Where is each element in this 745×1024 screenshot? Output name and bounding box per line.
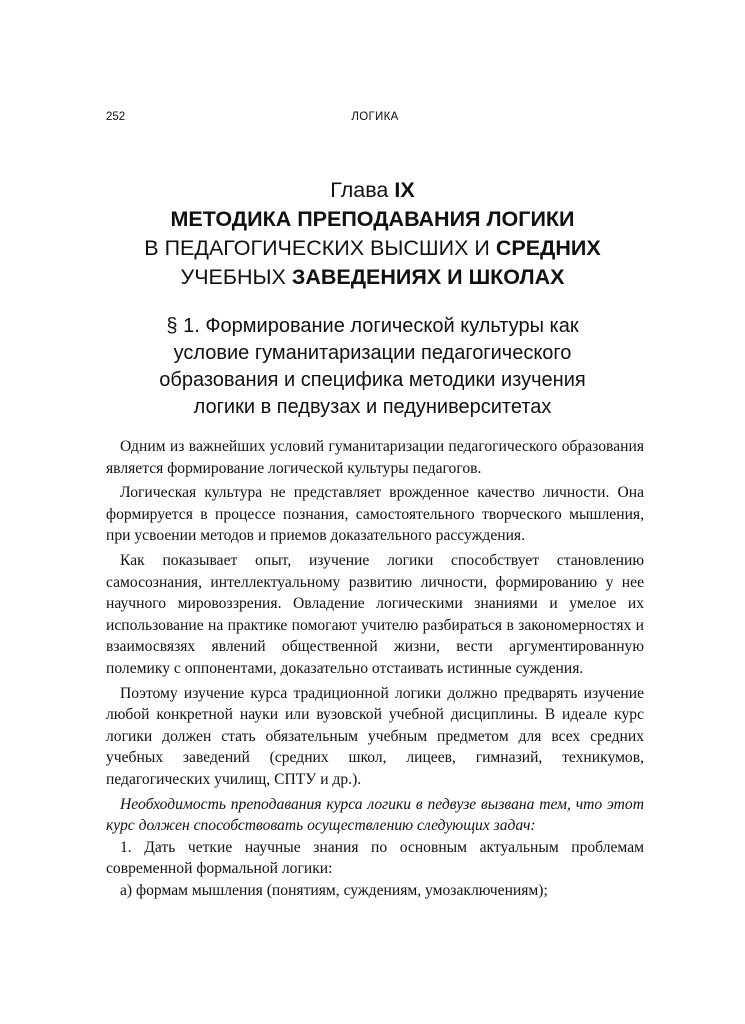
chapter-title-line-2 (80, 234, 665, 263)
page-header (106, 111, 644, 127)
body-text (106, 436, 644, 901)
chapter-heading (80, 176, 665, 292)
chapter-title-line-2-regular: В ПЕДАГОГИЧЕСКИХ ВЫСШИХ И (144, 236, 490, 260)
chapter-label-line (80, 176, 665, 205)
paragraph-4: Поэтому изучение курса традиционной логики должно предварять изучение любой конкретной науки или вузовской учебной дисциплины. В идеале курс логики должен стать обязательным учебным предметом для всех средних учебных заведений (средних школ, лицеев, гимназий, техникумов, педагогических училищ, СПТУ и др.). (106, 684, 644, 788)
section-title-line-2: условие гуманитаризации педагогического (173, 342, 572, 364)
page-number: 252 (106, 111, 126, 123)
paragraph-2: Логическая культура не представляет врожденное качество личности. Она формируется в процессе познания, самостоятельного творческого мышления, при усвоении методов и приемов доказательного рассуждения. (106, 484, 644, 545)
paragraph-5-italic: Необходимость преподавания курса логики в педвузе вызвана тем, что этот курс должен способствовать осуществлению следующих задач: (106, 795, 644, 835)
chapter-title-line-3 (80, 263, 665, 292)
chapter-number: IX (394, 178, 415, 202)
running-title: ЛОГИКА (351, 111, 399, 123)
chapter-label: Глава (330, 178, 389, 202)
section-title-line-1: § 1. Формирование логической культуры как (166, 315, 579, 337)
paragraph-1: Одним из важнейших условий гуманитаризации педагогического образования является формирование логической культуры педагогов. (106, 438, 644, 477)
chapter-title-line-3-bold: ЗАВЕДЕНИЯХ И ШКОЛАХ (291, 265, 565, 289)
paragraph-7: а) формам мышления (понятиям, суждениям, умозаключениям); (120, 881, 548, 899)
section-title-line-4: логики в педвузах и педуниверситетах (193, 396, 552, 418)
section-title-line-3: образования и специфика методики изучения (159, 369, 586, 391)
chapter-title-line-1: МЕТОДИКА ПРЕПОДАВАНИЯ ЛОГИКИ (170, 207, 575, 231)
paragraph-3: Как показывает опыт, изучение логики способствует становлению самосознания, интеллектуальному развитию личности, формированию у нее научного мировоззрения. Овладение логическими знаниями и умелое их использование на практике помогают учителю разбираться в закономерностях и взаимосвязях явлений общественной жизни, вести аргументированную полемику с оппонентами, доказательно отстаивать истинные суждения. (106, 551, 644, 677)
chapter-title-line-2-bold: СРЕДНИХ (495, 236, 601, 260)
section-heading (80, 313, 665, 421)
paragraph-6: 1. Дать четкие научные знания по основным актуальным проблемам современной формальной логики: (106, 838, 644, 878)
chapter-title-line-3-regular: УЧЕБНЫХ (180, 265, 286, 289)
